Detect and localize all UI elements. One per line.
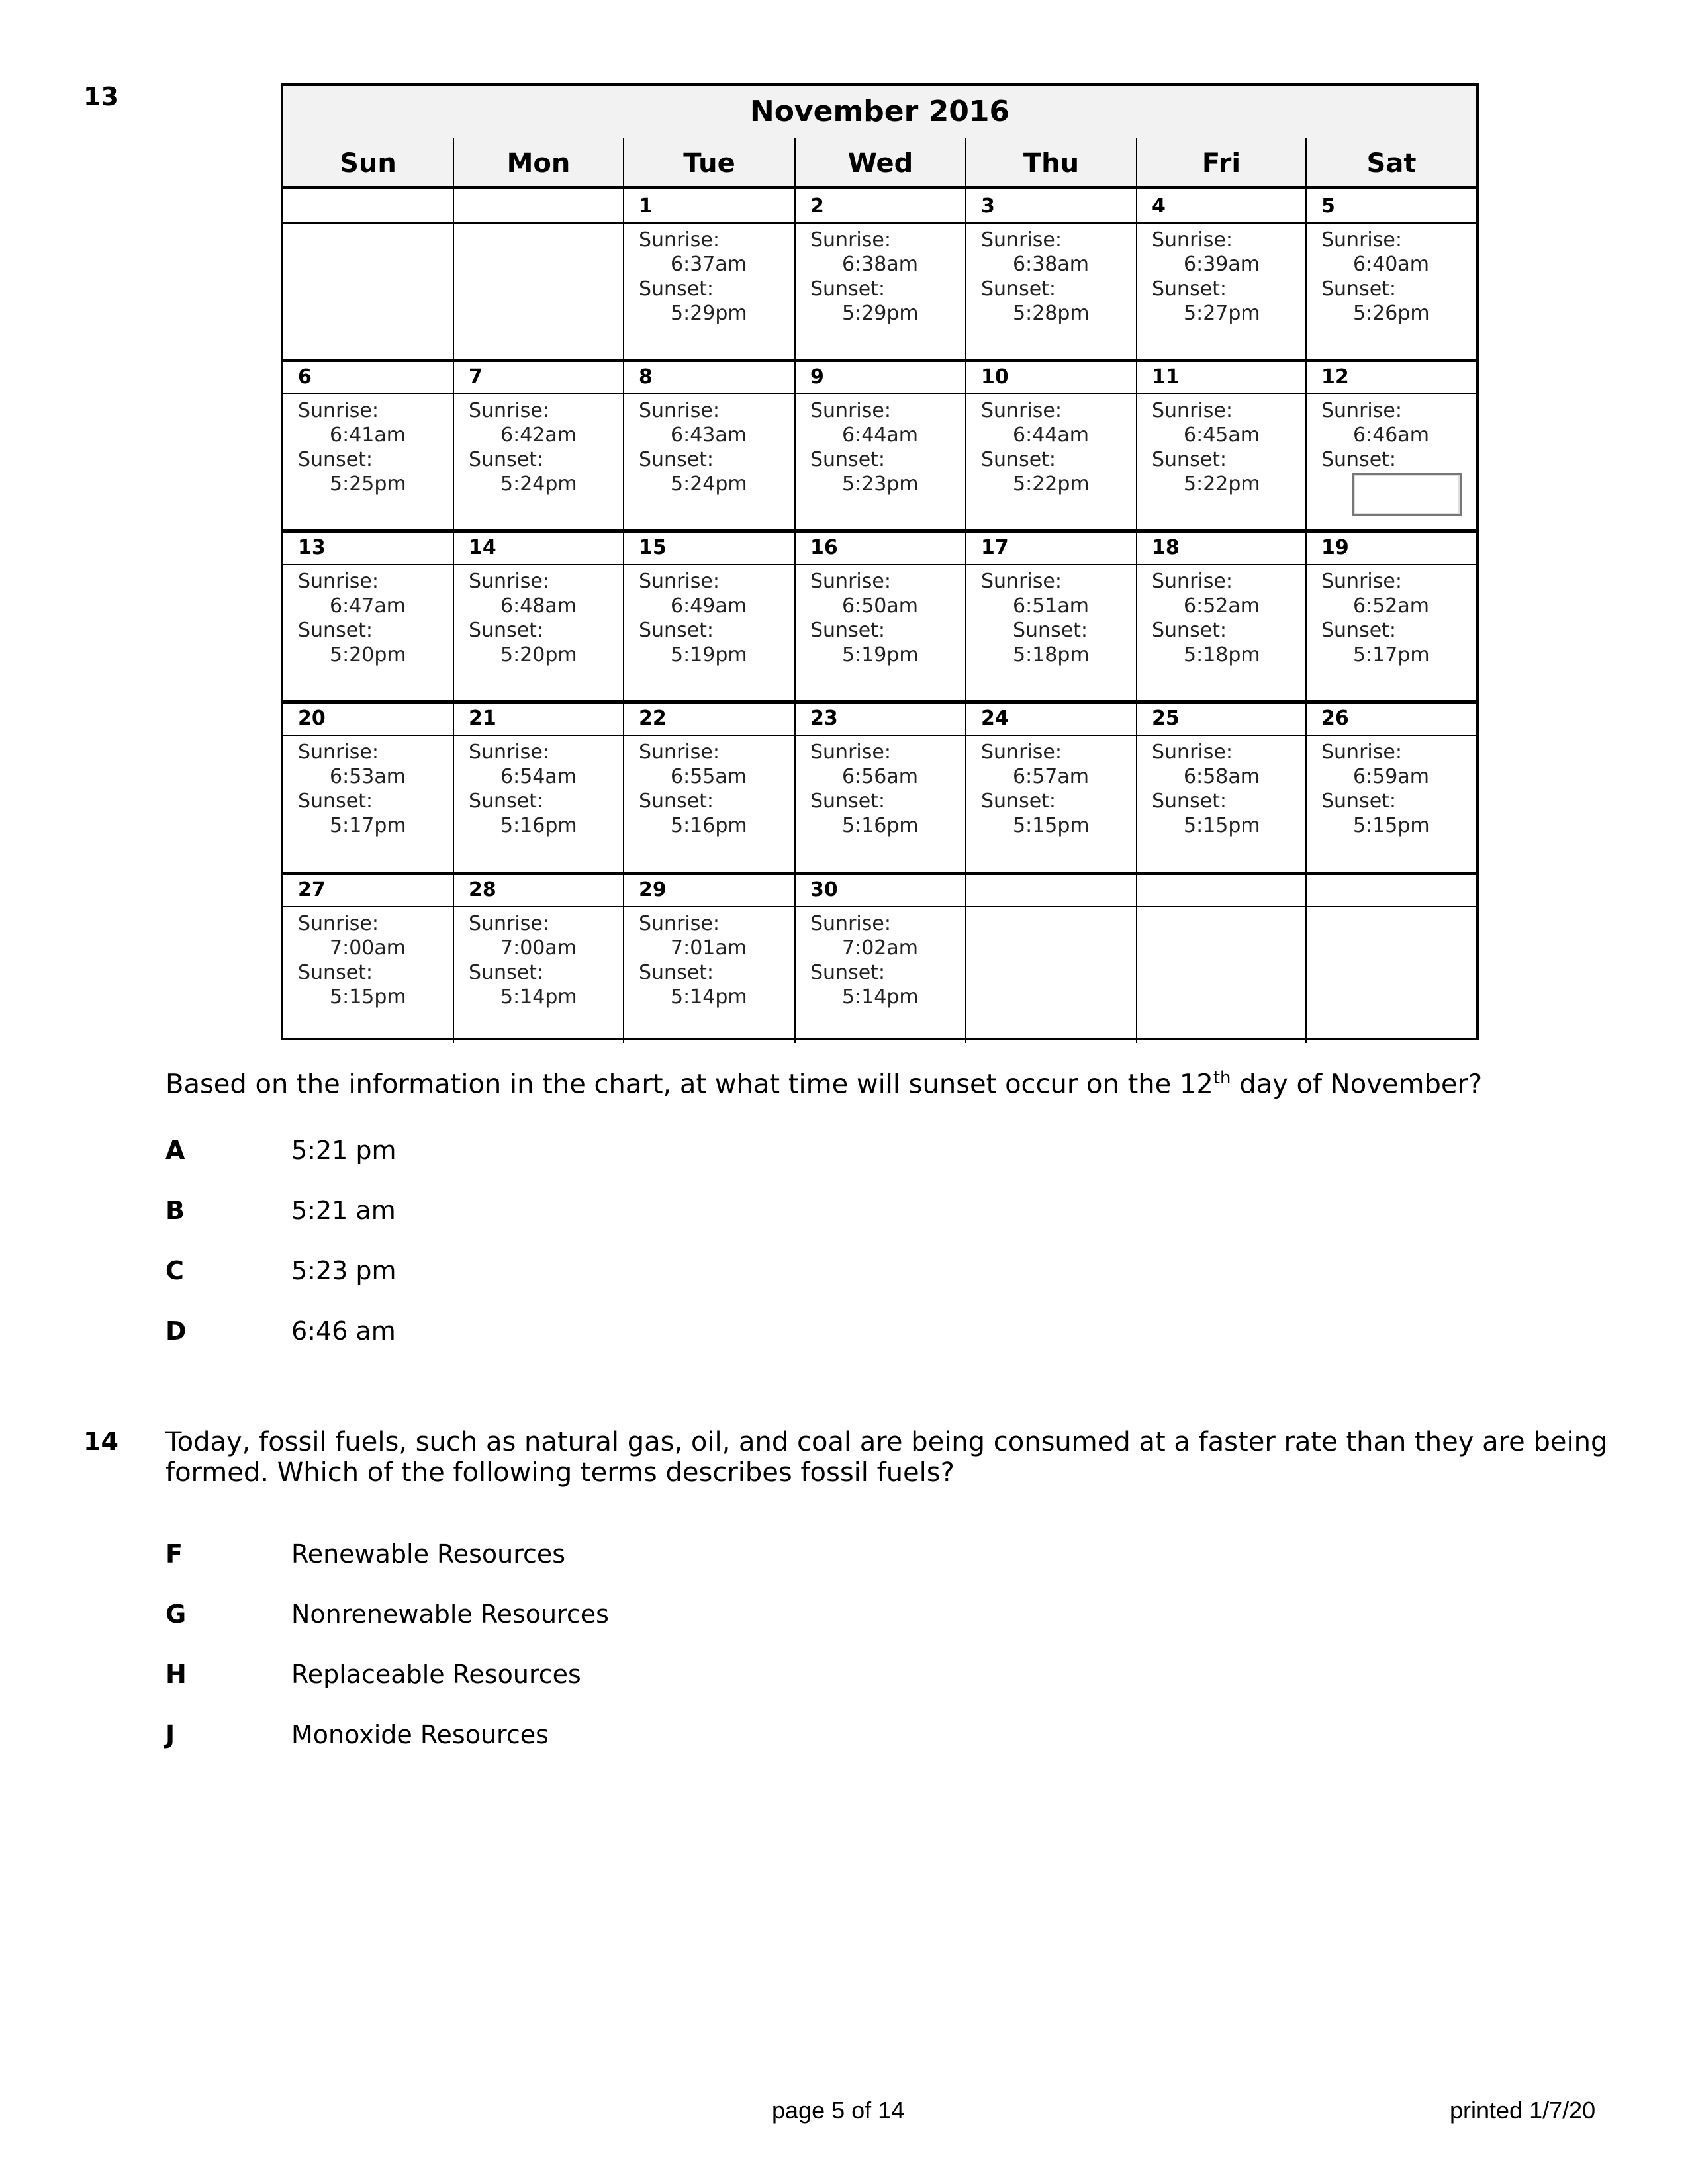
day-header-thu: Thu bbox=[966, 138, 1137, 189]
calendar-day-28 bbox=[454, 873, 624, 1043]
sunset-time: 5:15pm bbox=[1013, 814, 1090, 837]
sunset-time: 5:20pm bbox=[330, 643, 406, 666]
calendar-empty-cell bbox=[283, 189, 454, 360]
q13-choice-letter-b: B bbox=[165, 1196, 185, 1225]
calendar-day-7 bbox=[454, 360, 624, 531]
sunset-time: 5:29pm bbox=[671, 302, 747, 325]
sunset-time: 5:23pm bbox=[842, 473, 919, 496]
sunrise-label: Sunrise: bbox=[1152, 741, 1233, 764]
sun-times bbox=[1152, 398, 1260, 496]
question-14-line-1: Today, fossil fuels, such as natural gas, oil, and coal are being consumed at a faster rate than they are being bbox=[165, 1427, 1608, 1457]
day-number: 15 bbox=[639, 536, 667, 559]
sun-times bbox=[469, 911, 577, 1009]
q14-choice-text-j: Monoxide Resources bbox=[291, 1720, 549, 1749]
sunrise-label: Sunrise: bbox=[1152, 228, 1233, 251]
day-number: 18 bbox=[1152, 536, 1180, 559]
sun-times bbox=[469, 569, 577, 667]
calendar-empty-cell bbox=[1307, 873, 1476, 1043]
calendar-day-8 bbox=[624, 360, 796, 531]
sunrise-time: 6:57am bbox=[1013, 765, 1089, 788]
page-number: page 5 of 14 bbox=[772, 2097, 905, 2124]
calendar-day-25 bbox=[1137, 702, 1307, 873]
sunset-time: 5:24pm bbox=[671, 473, 747, 496]
sunset-label: Sunset: bbox=[469, 619, 544, 642]
sunrise-label: Sunrise: bbox=[298, 399, 379, 422]
day-header-sat: Sat bbox=[1307, 138, 1476, 189]
sunrise-label: Sunrise: bbox=[981, 228, 1062, 251]
sunrise-time: 6:48am bbox=[500, 594, 577, 617]
sun-times bbox=[469, 398, 577, 496]
sunrise-time: 7:00am bbox=[500, 936, 577, 960]
day-number: 7 bbox=[469, 365, 483, 388]
q14-choice-text-g: Nonrenewable Resources bbox=[291, 1600, 609, 1629]
day-number: 23 bbox=[810, 707, 838, 730]
q13-choice-letter-d: D bbox=[165, 1316, 187, 1345]
sunset-label: Sunset: bbox=[639, 619, 714, 642]
sunset-time: 5:15pm bbox=[1184, 814, 1260, 837]
sunset-time: 5:27pm bbox=[1184, 302, 1260, 325]
sun-times bbox=[810, 228, 919, 326]
sunset-time: 5:14pm bbox=[500, 985, 577, 1009]
calendar-day-22 bbox=[624, 702, 796, 873]
calendar-empty-cell bbox=[1137, 873, 1307, 1043]
calendar-day-30 bbox=[796, 873, 966, 1043]
sun-times bbox=[981, 228, 1090, 326]
sunset-label: Sunset: bbox=[1152, 619, 1227, 642]
day-number: 24 bbox=[981, 707, 1009, 730]
sunset-label: Sunset: bbox=[981, 277, 1056, 300]
sun-times bbox=[1152, 569, 1260, 667]
calendar-day-16 bbox=[796, 531, 966, 702]
sunset-time: 5:16pm bbox=[842, 814, 919, 837]
sun-times bbox=[639, 911, 747, 1009]
calendar-day-20 bbox=[283, 702, 454, 873]
calendar-day-15 bbox=[624, 531, 796, 702]
sun-times bbox=[1321, 398, 1429, 472]
sunrise-label: Sunrise: bbox=[1152, 399, 1233, 422]
sunset-time: 5:26pm bbox=[1353, 302, 1430, 325]
sun-times bbox=[298, 569, 406, 667]
sunrise-label: Sunrise: bbox=[810, 228, 891, 251]
day-number: 20 bbox=[298, 707, 326, 730]
day-header-sun: Sun bbox=[283, 138, 454, 189]
calendar-day-27 bbox=[283, 873, 454, 1043]
sunset-label: Sunset: bbox=[639, 277, 714, 300]
calendar-day-24 bbox=[966, 702, 1137, 873]
q13-choice-letter-c: C bbox=[165, 1256, 184, 1285]
sunrise-label: Sunrise: bbox=[981, 399, 1062, 422]
sunrise-time: 6:52am bbox=[1184, 594, 1260, 617]
calendar-day-10 bbox=[966, 360, 1137, 531]
day-number: 27 bbox=[298, 878, 326, 901]
sunrise-label: Sunrise: bbox=[810, 570, 891, 593]
day-number: 4 bbox=[1152, 195, 1166, 218]
sunrise-time: 6:47am bbox=[330, 594, 406, 617]
sunset-label: Sunset: bbox=[1013, 619, 1088, 642]
sunrise-time: 6:59am bbox=[1353, 765, 1429, 788]
sunrise-time: 6:39am bbox=[1184, 253, 1260, 276]
q14-choice-letter-h: H bbox=[165, 1660, 187, 1689]
calendar-title: November 2016 bbox=[283, 86, 1476, 139]
sunrise-time: 6:56am bbox=[842, 765, 918, 788]
q13-choice-text-b: 5:21 am bbox=[291, 1196, 396, 1225]
sunset-time: 5:22pm bbox=[1184, 473, 1260, 496]
sunset-time: 5:17pm bbox=[330, 814, 406, 837]
sunrise-label: Sunrise: bbox=[469, 570, 549, 593]
sunrise-time: 6:50am bbox=[842, 594, 918, 617]
q14-choice-text-f: Renewable Resources bbox=[291, 1539, 566, 1569]
sun-times bbox=[298, 740, 406, 838]
sunset-label: Sunset: bbox=[810, 961, 886, 984]
sunset-time: 5:16pm bbox=[671, 814, 747, 837]
q13-choice-text-c: 5:23 pm bbox=[291, 1256, 397, 1285]
calendar-day-21 bbox=[454, 702, 624, 873]
sunset-time: 5:24pm bbox=[500, 473, 577, 496]
day-number: 9 bbox=[810, 365, 824, 388]
sunrise-label: Sunrise: bbox=[469, 741, 549, 764]
sunrise-time: 6:42am bbox=[500, 424, 577, 447]
sun-times bbox=[639, 569, 747, 667]
sunset-time: 5:18pm bbox=[1184, 643, 1260, 666]
day-number: 11 bbox=[1152, 365, 1180, 388]
sunset-time: 5:14pm bbox=[671, 985, 747, 1009]
sunrise-time: 6:49am bbox=[671, 594, 747, 617]
sun-times bbox=[469, 740, 577, 838]
day-header-wed: Wed bbox=[796, 138, 966, 189]
q14-choice-letter-j: J bbox=[165, 1720, 175, 1749]
sunset-label: Sunset: bbox=[1321, 619, 1397, 642]
sunset-label: Sunset: bbox=[810, 448, 886, 471]
sunset-time: 5:18pm bbox=[1013, 643, 1090, 666]
sunrise-label: Sunrise: bbox=[298, 912, 379, 935]
day-number: 26 bbox=[1321, 707, 1349, 730]
sunrise-time: 6:44am bbox=[842, 424, 918, 447]
sunrise-label: Sunrise: bbox=[981, 741, 1062, 764]
day-number: 30 bbox=[810, 878, 838, 901]
sunrise-label: Sunrise: bbox=[469, 399, 549, 422]
sunset-time: 5:28pm bbox=[1013, 302, 1090, 325]
sunrise-time: 7:02am bbox=[842, 936, 918, 960]
sun-times bbox=[298, 911, 406, 1009]
calendar-day-1 bbox=[624, 189, 796, 360]
sunrise-time: 7:01am bbox=[671, 936, 747, 960]
calendar-day-3 bbox=[966, 189, 1137, 360]
sunset-label: Sunset: bbox=[1152, 790, 1227, 813]
sunrise-label: Sunrise: bbox=[810, 399, 891, 422]
calendar-day-29 bbox=[624, 873, 796, 1043]
sunset-label: Sunset: bbox=[1152, 448, 1227, 471]
day-number: 13 bbox=[298, 536, 326, 559]
sunset-label: Sunset: bbox=[1321, 448, 1397, 471]
sunset-time: 5:22pm bbox=[1013, 473, 1090, 496]
day-number: 19 bbox=[1321, 536, 1349, 559]
sunrise-time: 6:54am bbox=[500, 765, 577, 788]
sunrise-label: Sunrise: bbox=[810, 741, 891, 764]
sunrise-time: 6:44am bbox=[1013, 424, 1089, 447]
sunrise-label: Sunrise: bbox=[298, 570, 379, 593]
calendar-day-17 bbox=[966, 531, 1137, 702]
sunset-label: Sunset: bbox=[1321, 277, 1397, 300]
sun-times bbox=[639, 398, 747, 496]
november-calendar bbox=[281, 83, 1479, 1040]
sun-times bbox=[981, 398, 1090, 496]
calendar-day-9 bbox=[796, 360, 966, 531]
sunset-label: Sunset: bbox=[298, 790, 373, 813]
day-number: 1 bbox=[639, 195, 653, 218]
sunrise-time: 6:38am bbox=[842, 253, 918, 276]
q14-choice-letter-f: F bbox=[165, 1539, 183, 1569]
day-number: 2 bbox=[810, 195, 824, 218]
question-number-14: 14 bbox=[83, 1427, 118, 1456]
sunset-time: 5:16pm bbox=[500, 814, 577, 837]
sunrise-label: Sunrise: bbox=[1321, 741, 1402, 764]
q14-choice-letter-g: G bbox=[165, 1600, 187, 1629]
calendar-empty-cell bbox=[454, 189, 624, 360]
sunset-time: 5:25pm bbox=[330, 473, 406, 496]
sunrise-time: 6:40am bbox=[1353, 253, 1429, 276]
day-number: 21 bbox=[469, 707, 496, 730]
sunrise-label: Sunrise: bbox=[639, 570, 720, 593]
calendar-day-14 bbox=[454, 531, 624, 702]
sunset-label: Sunset: bbox=[1152, 277, 1227, 300]
sunrise-label: Sunrise: bbox=[639, 912, 720, 935]
sunrise-label: Sunrise: bbox=[298, 741, 379, 764]
missing-sunset-box bbox=[1352, 473, 1462, 516]
sunset-time: 5:14pm bbox=[842, 985, 919, 1009]
sunrise-label: Sunrise: bbox=[1321, 228, 1402, 251]
sunrise-time: 6:52am bbox=[1353, 594, 1429, 617]
sunrise-label: Sunrise: bbox=[1321, 399, 1402, 422]
sunrise-label: Sunrise: bbox=[639, 228, 720, 251]
sunset-label: Sunset: bbox=[810, 790, 886, 813]
calendar-day-12 bbox=[1307, 360, 1476, 531]
sunrise-label: Sunrise: bbox=[981, 570, 1062, 593]
sunrise-time: 6:55am bbox=[671, 765, 747, 788]
sunrise-label: Sunrise: bbox=[469, 912, 549, 935]
sunrise-time: 6:37am bbox=[671, 253, 747, 276]
q14-choice-text-h: Replaceable Resources bbox=[291, 1660, 581, 1689]
calendar-day-2 bbox=[796, 189, 966, 360]
sunset-label: Sunset: bbox=[298, 961, 373, 984]
sunrise-time: 6:38am bbox=[1013, 253, 1089, 276]
calendar-day-18 bbox=[1137, 531, 1307, 702]
sunrise-label: Sunrise: bbox=[1152, 570, 1233, 593]
question-13-text: Based on the information in the chart, at what time will sunset occur on the 12th day of November? bbox=[165, 1068, 1483, 1100]
sunset-label: Sunset: bbox=[1321, 790, 1397, 813]
sun-times bbox=[1152, 228, 1260, 326]
sunrise-label: Sunrise: bbox=[810, 912, 891, 935]
sunset-time: 5:20pm bbox=[500, 643, 577, 666]
sunrise-label: Sunrise: bbox=[1321, 570, 1402, 593]
sunset-time: 5:29pm bbox=[842, 302, 919, 325]
sun-times bbox=[639, 740, 747, 838]
sun-times bbox=[981, 740, 1090, 838]
q13-choice-text-a: 5:21 pm bbox=[291, 1136, 397, 1165]
sunset-time: 5:19pm bbox=[671, 643, 747, 666]
sun-times bbox=[1321, 569, 1430, 667]
day-number: 5 bbox=[1321, 195, 1335, 218]
day-number: 16 bbox=[810, 536, 838, 559]
day-number: 28 bbox=[469, 878, 496, 901]
day-number: 3 bbox=[981, 195, 995, 218]
sunset-label: Sunset: bbox=[469, 790, 544, 813]
sunset-label: Sunset: bbox=[298, 619, 373, 642]
sunset-time: 5:15pm bbox=[330, 985, 406, 1009]
day-number: 29 bbox=[639, 878, 667, 901]
sunrise-label: Sunrise: bbox=[639, 399, 720, 422]
sunset-label: Sunset: bbox=[810, 277, 886, 300]
sun-times bbox=[639, 228, 747, 326]
question-number-13: 13 bbox=[83, 82, 118, 111]
sunrise-time: 6:45am bbox=[1184, 424, 1260, 447]
day-number: 10 bbox=[981, 365, 1009, 388]
sunrise-time: 7:00am bbox=[330, 936, 406, 960]
calendar-day-5 bbox=[1307, 189, 1476, 360]
printed-date: printed 1/7/20 bbox=[1450, 2097, 1596, 2124]
sunset-label: Sunset: bbox=[639, 790, 714, 813]
sunset-label: Sunset: bbox=[810, 619, 886, 642]
sun-times bbox=[810, 740, 919, 838]
sunset-time: 5:15pm bbox=[1353, 814, 1430, 837]
sunset-label: Sunset: bbox=[981, 448, 1056, 471]
day-number: 8 bbox=[639, 365, 653, 388]
sunset-time: 5:17pm bbox=[1353, 643, 1430, 666]
day-number: 22 bbox=[639, 707, 667, 730]
sun-times bbox=[1152, 740, 1260, 838]
sunrise-time: 6:58am bbox=[1184, 765, 1260, 788]
q13-choice-text-d: 6:46 am bbox=[291, 1316, 396, 1345]
question-14-text bbox=[165, 1427, 1607, 1488]
day-number: 6 bbox=[298, 365, 312, 388]
sunset-label: Sunset: bbox=[298, 448, 373, 471]
q13-choice-letter-a: A bbox=[165, 1136, 185, 1165]
day-header-fri: Fri bbox=[1137, 138, 1307, 189]
sunrise-time: 6:43am bbox=[671, 424, 747, 447]
day-number: 25 bbox=[1152, 707, 1180, 730]
sunset-label: Sunset: bbox=[639, 448, 714, 471]
sunset-label: Sunset: bbox=[469, 961, 544, 984]
sun-times bbox=[1321, 740, 1430, 838]
calendar-day-19 bbox=[1307, 531, 1476, 702]
day-number: 14 bbox=[469, 536, 496, 559]
sunrise-time: 6:41am bbox=[330, 424, 406, 447]
calendar-day-11 bbox=[1137, 360, 1307, 531]
sunset-label: Sunset: bbox=[981, 790, 1056, 813]
sun-times bbox=[981, 569, 1090, 667]
sun-times bbox=[810, 398, 919, 496]
sun-times bbox=[810, 569, 919, 667]
day-header-mon: Mon bbox=[454, 138, 624, 189]
sunrise-time: 6:46am bbox=[1353, 424, 1429, 447]
day-header-tue: Tue bbox=[624, 138, 796, 189]
calendar-empty-cell bbox=[966, 873, 1137, 1043]
sunset-label: Sunset: bbox=[639, 961, 714, 984]
calendar-day-13 bbox=[283, 531, 454, 702]
sunrise-time: 6:53am bbox=[330, 765, 406, 788]
sunrise-time: 6:51am bbox=[1013, 594, 1089, 617]
calendar-day-26 bbox=[1307, 702, 1476, 873]
sun-times bbox=[1321, 228, 1430, 326]
sun-times bbox=[810, 911, 919, 1009]
calendar-day-6 bbox=[283, 360, 454, 531]
sun-times bbox=[298, 398, 406, 496]
question-14-line-2: formed. Which of the following terms describes fossil fuels? bbox=[165, 1457, 955, 1488]
day-number: 12 bbox=[1321, 365, 1349, 388]
calendar-day-23 bbox=[796, 702, 966, 873]
sunset-time: 5:19pm bbox=[842, 643, 919, 666]
calendar-day-4 bbox=[1137, 189, 1307, 360]
sunrise-label: Sunrise: bbox=[639, 741, 720, 764]
sunset-label: Sunset: bbox=[469, 448, 544, 471]
day-number: 17 bbox=[981, 536, 1009, 559]
